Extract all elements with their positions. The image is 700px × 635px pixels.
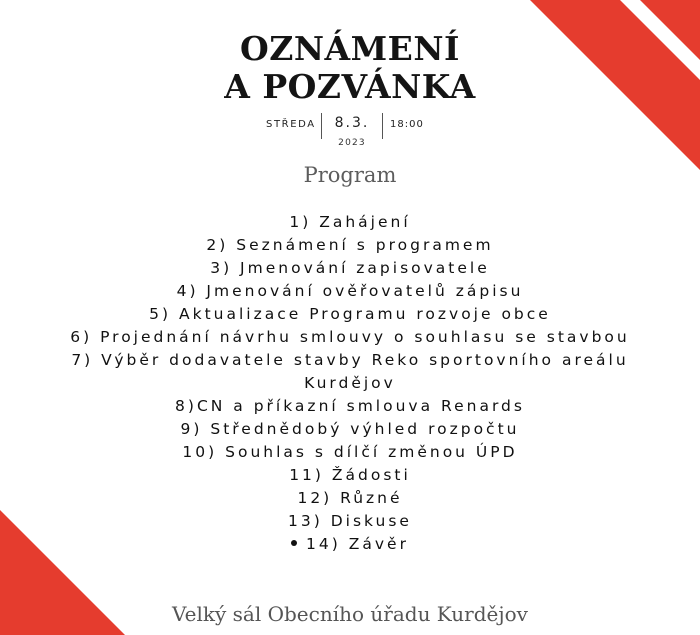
agenda-item: 4) Jmenování ověřovatelů zápisu <box>176 282 524 300</box>
agenda-item-text: 14) Závěr <box>306 535 409 553</box>
date-block <box>260 113 440 153</box>
date-year: 2023 <box>338 138 366 148</box>
agenda-item: 1) Zahájení <box>289 213 411 231</box>
agenda-item-last <box>50 533 650 556</box>
agenda-item: 3) Jmenování zapisovatele <box>210 259 490 277</box>
agenda-item: 7) Výběr dodavatele stavby Reko sportovního areálu Kurdějov <box>71 351 629 392</box>
divider <box>382 113 383 139</box>
agenda-item: 6) Projednání návrhu smlouvy o souhlasu se stavbou <box>70 328 630 346</box>
agenda-item: 9) Střednědobý výhled rozpočtu <box>180 420 520 438</box>
agenda-item: 11) Žádosti <box>289 466 411 484</box>
bullet-icon <box>291 540 297 546</box>
venue: Velký sál Obecního úřadu Kurdějov <box>172 602 528 626</box>
agenda-item: 12) Různé <box>297 489 403 507</box>
agenda-item: 8)CN a příkazní smlouva Renards <box>175 397 525 415</box>
agenda-list <box>50 211 650 556</box>
program-heading: Program <box>303 163 397 187</box>
title-line-2: A POZVÁNKA <box>224 67 476 106</box>
agenda-item: 5) Aktualizace Programu rozvoje obce <box>149 305 551 323</box>
weekday: STŘEDA <box>266 119 316 130</box>
agenda-item: 13) Diskuse <box>288 512 412 530</box>
agenda-item: 10) Souhlas s dílčí změnou ÚPD <box>182 443 518 461</box>
title-line-1: OZNÁMENÍ <box>240 29 460 68</box>
agenda-item: 2) Seznámení s programem <box>206 236 494 254</box>
date-day: 8.3. <box>334 115 370 131</box>
event-time: 18:00 <box>390 119 424 130</box>
